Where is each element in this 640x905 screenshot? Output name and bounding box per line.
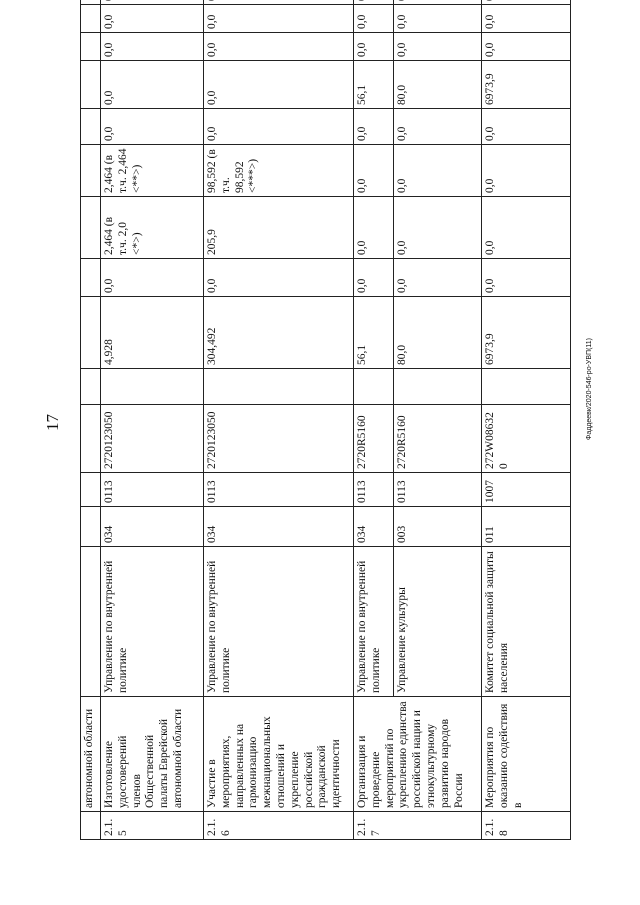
cell-2025: 0,0	[482, 33, 571, 61]
cell-grbs: 011	[482, 507, 571, 547]
cell-vr	[354, 369, 394, 405]
cell-2023: 0,0	[482, 109, 571, 145]
cell-2021: 0,0	[394, 197, 482, 259]
cell-2021: 0,0	[482, 197, 571, 259]
budget-table	[80, 0, 571, 840]
cell-total: 4,928	[101, 297, 204, 369]
cell-csr: 2720R5160	[354, 405, 394, 473]
cell-total: 6973,9	[482, 297, 571, 369]
cell-2021: 0,0	[354, 197, 394, 259]
table-row	[482, 0, 571, 840]
cell-2022: 2,464 (в т.ч. 2,464 <**>)	[101, 145, 204, 197]
cell-2023: 0,0	[354, 109, 394, 145]
cell-executor	[81, 547, 101, 697]
cell-vr	[394, 369, 482, 405]
cell-2026: 0,0	[101, 5, 204, 33]
cell-csr: 2720123050	[204, 405, 354, 473]
cell-no: 2.1.5	[101, 812, 204, 840]
cell-2024: 0,0	[101, 61, 204, 109]
cell-2022: 98,592 (в т.ч. 98,592 <***>)	[204, 145, 354, 197]
cell-2023: 0,0	[394, 109, 482, 145]
cell-grbs: 034	[204, 507, 354, 547]
cell-vr	[482, 369, 571, 405]
cell-2021: 2,464 (в т.ч. 2,0 <*>)	[101, 197, 204, 259]
cell-executor: Управление по внутренней политике	[101, 547, 204, 697]
cell-csr: 2720123050	[101, 405, 204, 473]
cell-rzpr: 0113	[394, 473, 482, 507]
cell-2025: 0,0	[204, 33, 354, 61]
cell-2023: 0,0	[204, 109, 354, 145]
cell-no: 2.1.8	[482, 812, 571, 840]
cell-2020: 0,0	[101, 259, 204, 297]
cell-grbs: 034	[101, 507, 204, 547]
cell-2022: 0,0	[394, 145, 482, 197]
document-code: Фаддеевк/2020-546-ро-УВП(11)	[586, 337, 593, 440]
cell-rzpr: 0113	[354, 473, 394, 507]
cell-2026: 0,0	[354, 5, 394, 33]
cell-csr: 2720R5160	[394, 405, 482, 473]
cell-no: 2.1.7	[354, 812, 482, 840]
cell-name: Участие в мероприятиях, направленных на гармонизацию межнациональных отношений и укрепление российской гражданской идентичности	[204, 697, 354, 812]
cell-2020: 0,0	[354, 259, 394, 297]
cell-executor: Управление по внутренней политике	[354, 547, 394, 697]
table-row	[204, 0, 354, 840]
cell-vr	[101, 369, 204, 405]
cell-name: Мероприятия по оказанию содействия в	[482, 697, 571, 812]
cell-executor: Управление культуры	[394, 547, 482, 697]
cell-2026: 0,0	[204, 5, 354, 33]
cell-2020: 0,0	[482, 259, 571, 297]
cell-rzpr: 0113	[101, 473, 204, 507]
cell-2022: 0,0	[354, 145, 394, 197]
cell-2024: 56,1	[354, 61, 394, 109]
cell-2027	[394, 0, 482, 5]
cell-rzpr: 0113	[204, 473, 354, 507]
table-row	[81, 0, 101, 840]
cell-2025: 0,0	[354, 33, 394, 61]
cell-2027	[482, 0, 571, 5]
cell-total: 80,0	[394, 297, 482, 369]
table-row	[101, 0, 204, 840]
cell-2027	[354, 0, 394, 5]
cell-name: Изготовление удостоверений членов Общественной палаты Еврейской автономной области	[101, 697, 204, 812]
cell-executor: Управление по внутренней политике	[204, 547, 354, 697]
cell-total: 56,1	[354, 297, 394, 369]
cell-total: 304,492	[204, 297, 354, 369]
cell-2021: 205,9	[204, 197, 354, 259]
cell-2024: 6973,9	[482, 61, 571, 109]
rotated-table-wrapper	[80, 0, 570, 840]
page-number: 17	[43, 414, 62, 431]
cell-rzpr: 1007	[482, 473, 571, 507]
cell-2020: 0,0	[204, 259, 354, 297]
cell-2025: 0,0	[394, 33, 482, 61]
cell-csr: 272W086320	[482, 405, 571, 473]
cell-no	[81, 812, 101, 840]
cell-2022: 0,0	[482, 145, 571, 197]
table-row	[354, 0, 394, 840]
cell-grbs: 003	[394, 507, 482, 547]
cell-2026: 0,0	[482, 5, 571, 33]
cell-executor: Комитет социальной защиты населения	[482, 547, 571, 697]
cell-2027	[204, 0, 354, 5]
cell-2023: 0,0	[101, 109, 204, 145]
cell-grbs: 034	[354, 507, 394, 547]
cell-name: автономной области	[81, 697, 101, 812]
cell-2024: 80,0	[394, 61, 482, 109]
cell-vr	[204, 369, 354, 405]
cell-2027	[101, 0, 204, 5]
cell-2024: 0,0	[204, 61, 354, 109]
cell-2025: 0,0	[101, 33, 204, 61]
cell-name: Организация и проведение мероприятий по укреплению единства российской нации и этнокультурному развитию народов России	[354, 697, 482, 812]
cell-2026: 0,0	[394, 5, 482, 33]
cell-2020: 0,0	[394, 259, 482, 297]
cell-no: 2.1.6	[204, 812, 354, 840]
